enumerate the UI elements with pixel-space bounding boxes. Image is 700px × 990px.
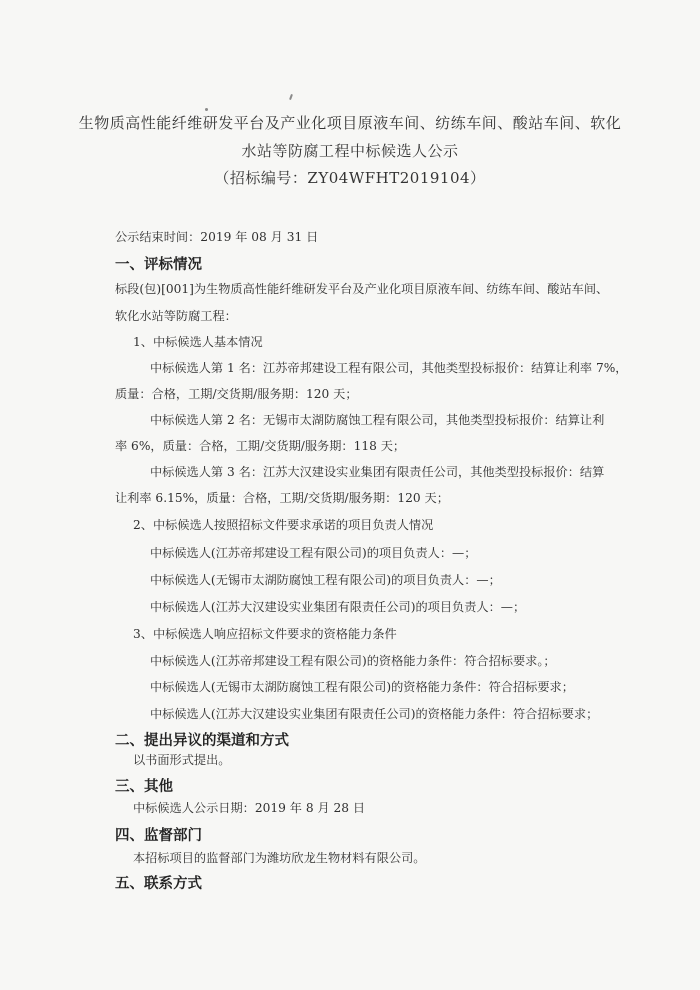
qualification-candidate-3: 中标候选人(江苏大汉建设实业集团有限责任公司)的资格能力条件：符合招标要求； — [150, 707, 599, 721]
project-leader-candidate-2: 中标候选人(无锡市太湖防腐蚀工程有限公司)的项目负责人：—； — [150, 573, 501, 587]
candidate-1-line-2: 质量：合格，工期/交货期/服务期：120 天； — [115, 387, 358, 401]
supervision-department: 本招标项目的监督部门为潍坊欣龙生物材料有限公司。 — [133, 851, 426, 865]
announcement-date: 中标候选人公示日期：2019 年 8 月 28 日 — [133, 801, 366, 815]
tender-number: （招标编号：ZY04WFHT2019104） — [214, 169, 486, 187]
project-leader-candidate-1: 中标候选人(江苏帝邦建设工程有限公司)的项目负责人：—； — [150, 546, 477, 560]
candidate-2-line-1: 中标候选人第 2 名：无锡市太湖防腐蚀工程有限公司，其他类型投标报价：结算让利 — [150, 413, 605, 427]
doc-title-line-2: 水站等防腐工程中标候选人公示 — [241, 142, 459, 160]
section-heading-supervision: 四、监督部门 — [115, 828, 202, 844]
section-heading-contact: 五、联系方式 — [115, 876, 202, 892]
qualification-candidate-2: 中标候选人(无锡市太湖防腐蚀工程有限公司)的资格能力条件：符合招标要求； — [150, 680, 574, 694]
objection-method: 以书面形式提出。 — [133, 753, 231, 767]
announcement-end-time: 公示结束时间：2019 年 08 月 31 日 — [115, 230, 319, 244]
candidate-3-line-1: 中标候选人第 3 名：江苏大汉建设实业集团有限责任公司，其他类型投标报价：结算 — [150, 465, 605, 479]
scan-speck — [205, 108, 208, 111]
candidate-2-line-2: 率 6%，质量：合格，工期/交货期/服务期：118 天； — [115, 439, 406, 453]
subheading-candidate-basics: 1、中标候选人基本情况 — [133, 335, 263, 349]
subheading-project-leader: 2、中标候选人按照招标文件要求承诺的项目负责人情况 — [133, 518, 434, 532]
candidate-3-line-2: 让利率 6.15%，质量：合格，工期/交货期/服务期：120 天； — [115, 491, 449, 505]
section-heading-other: 三、其他 — [115, 779, 173, 795]
candidate-1-line-1: 中标候选人第 1 名：江苏帝邦建设工程有限公司，其他类型投标报价：结算让利率 7%， — [150, 361, 628, 375]
section-heading-evaluation: 一、评标情况 — [115, 257, 202, 273]
lot-intro-line-2: 软化水站等防腐工程： — [115, 309, 237, 323]
qualification-candidate-1: 中标候选人(江苏帝邦建设工程有限公司)的资格能力条件：符合招标要求。； — [150, 654, 556, 668]
section-heading-objection: 二、提出异议的渠道和方式 — [115, 733, 289, 749]
project-leader-candidate-3: 中标候选人(江苏大汉建设实业集团有限责任公司)的项目负责人：—； — [150, 600, 526, 614]
subheading-qualification: 3、中标候选人响应招标文件要求的资格能力条件 — [133, 627, 397, 641]
lot-intro-line-1: 标段(包)[001]为生物质高性能纤维研发平台及产业化项目原液车间、纺练车间、酸站车间、 — [115, 282, 609, 296]
doc-title-line-1: 生物质高性能纤维研发平台及产业化项目原液车间、纺练车间、酸站车间、软化 — [78, 114, 622, 132]
scan-speck — [289, 94, 293, 100]
